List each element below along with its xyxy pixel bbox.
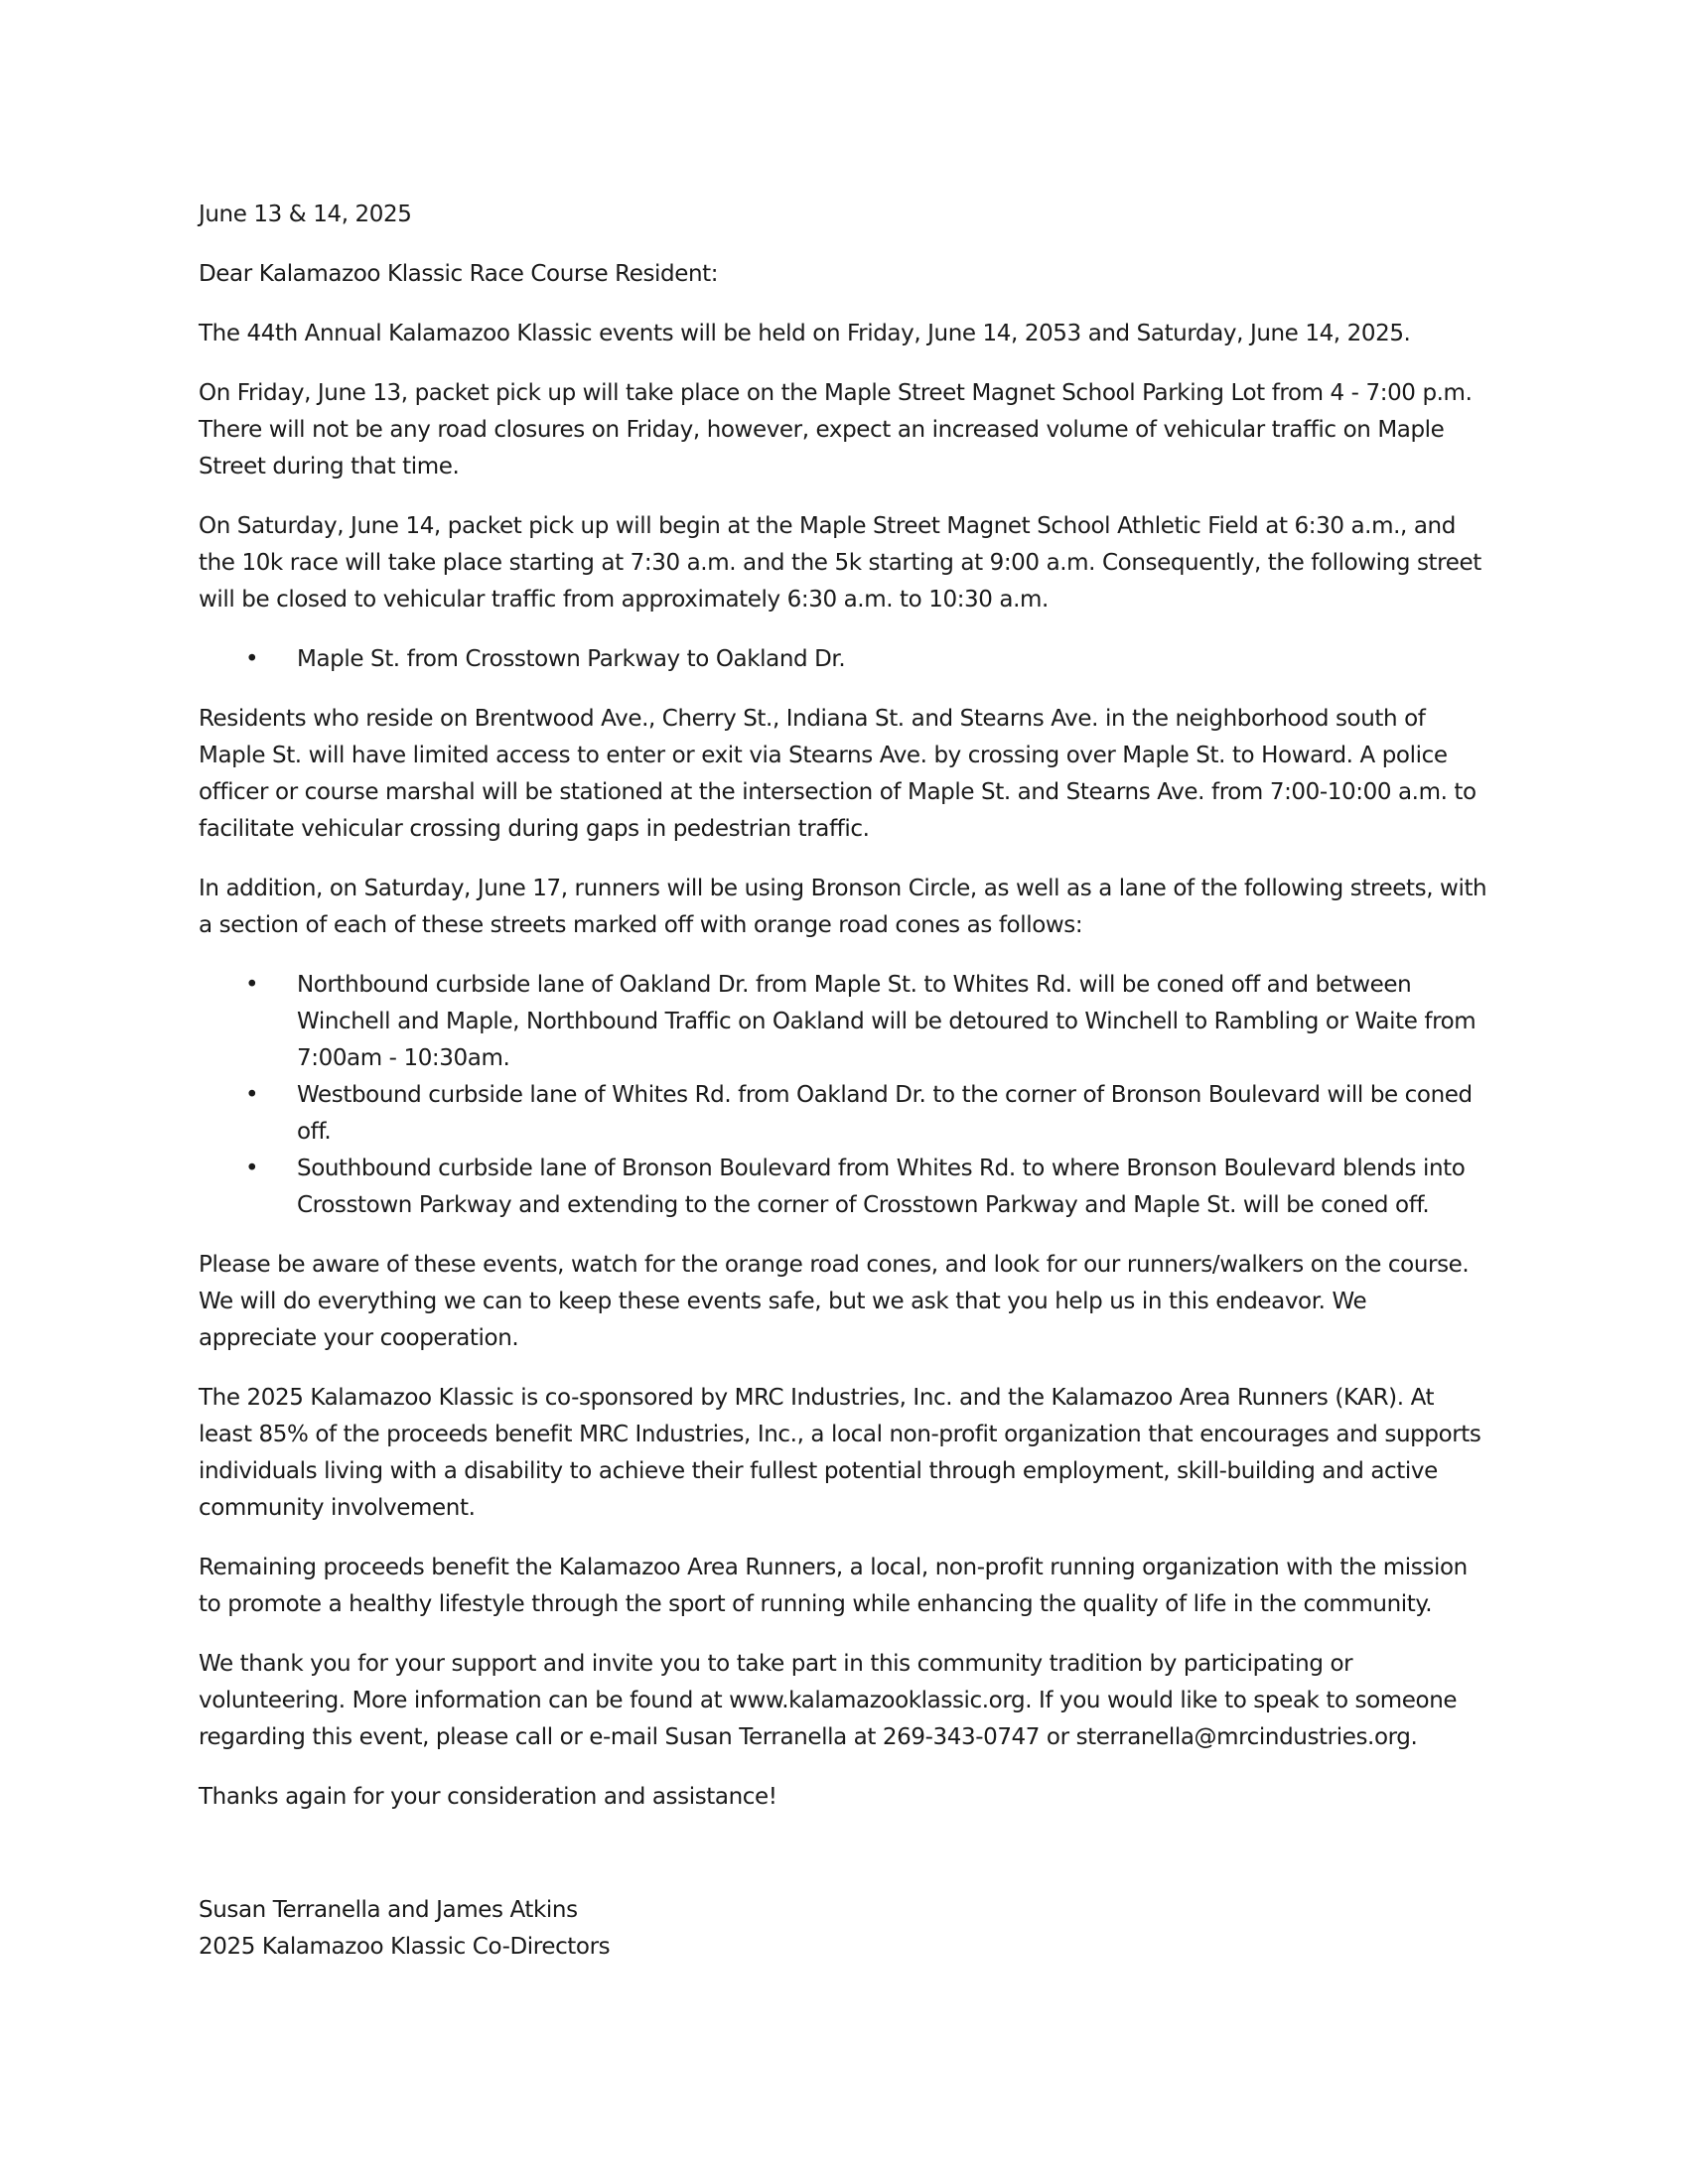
closure-text: Maple St. from Crosstown Parkway to Oakland Dr. [297, 646, 846, 672]
residents-paragraph: Residents who reside on Brentwood Ave., Cherry St., Indiana St. and Stearns Ave. in the neighborhood south of Maple St. will have limited access to enter or exit via Stearns Ave. by crossing over Maple St. to Howard. A police officer or course marshal will be stationed at the intersection of Maple St. and Stearns Ave. from 7:00-10:00 a.m. to facilitate vehicular crossing during gaps in pedestrian traffic. [199, 706, 1477, 842]
bullet-icon: • [245, 972, 259, 998]
saturday-paragraph: On Saturday, June 14, packet pick up will begin at the Maple Street Magnet School Athletic Field at 6:30 a.m., and the 10k race will take place starting at 7:30 a.m. and the 5k starting at 9:00 a.m. Consequently, the following street will be closed to vehicular traffic from approximately 6:30 a.m. to 10:30 a.m. [199, 513, 1481, 613]
list-item [245, 967, 1489, 1077]
list-item [245, 1151, 1489, 1224]
signature-block [199, 1892, 1489, 1966]
letter-date: June 13 & 14, 2025 [199, 202, 412, 227]
signature-title: 2025 Kalamazoo Klassic Co-Directors [199, 1934, 611, 1960]
bullet-icon: • [245, 646, 259, 672]
cone-lane-text: Southbound curbside lane of Bronson Boulevard from Whites Rd. to where Bronson Boulevard blends into Crosstown Parkway and extending to the corner of Crosstown Parkway and Maple St. will be coned off. [297, 1156, 1466, 1218]
addition-paragraph: In addition, on Saturday, June 17, runners will be using Bronson Circle, as well as a lane of the following streets, with a section of each of these streets marked off with orange road cones as follows: [199, 876, 1487, 938]
cone-lane-text: Westbound curbside lane of Whites Rd. from Oakland Dr. to the corner of Bronson Boulevard will be coned off. [297, 1082, 1473, 1145]
letter-salutation: Dear Kalamazoo Klassic Race Course Resident: [199, 261, 719, 287]
bullet-icon: • [245, 1082, 259, 1108]
friday-paragraph: On Friday, June 13, packet pick up will take place on the Maple Street Magnet School Parking Lot from 4 - 7:00 p.m. There will not be any road closures on Friday, however, expect an increased volume of vehicular traffic on Maple Street during that time. [199, 380, 1473, 479]
closing-line: Thanks again for your consideration and assistance! [199, 1784, 777, 1810]
letter-body [199, 197, 1489, 1966]
thanks-paragraph: We thank you for your support and invite you to take part in this community tradition by participating or volunteering. More information can be found at www.kalamazooklassic.org. If you would like to speak to someone regarding this event, please call or e-mail Susan Terranella at 269-343-0747 or sterranella@mrcindustries.org. [199, 1651, 1458, 1750]
signature-names: Susan Terranella and James Atkins [199, 1897, 578, 1923]
sponsor-paragraph: The 2025 Kalamazoo Klassic is co-sponsored by MRC Industries, Inc. and the Kalamazoo Area Runners (KAR). At least 85% of the proceeds benefit MRC Industries, Inc., a local non-profit organization that encourages and supports individuals living with a disability to achieve their fullest potential through employment, skill-building and active community involvement. [199, 1385, 1481, 1521]
aware-paragraph: Please be aware of these events, watch for the orange road cones, and look for our runners/walkers on the course. We will do everything we can to keep these events safe, but we ask that you help us in this endeavor. We appreciate your cooperation. [199, 1252, 1470, 1351]
remaining-proceeds-paragraph: Remaining proceeds benefit the Kalamazoo Area Runners, a local, non-profit running organization with the mission to promote a healthy lifestyle through the sport of running while enhancing the quality of life in the community. [199, 1555, 1468, 1617]
cone-lane-list [199, 967, 1489, 1224]
cone-lane-text: Northbound curbside lane of Oakland Dr. from Maple St. to Whites Rd. will be coned off and between Winchell and Maple, Northbound Traffic on Oakland will be detoured to Winchell to Rambling or Waite from 7:00am - 10:30am. [297, 972, 1477, 1071]
list-item [245, 641, 1489, 678]
list-item [245, 1077, 1489, 1151]
closure-list [199, 641, 1489, 678]
intro-paragraph: The 44th Annual Kalamazoo Klassic events will be held on Friday, June 14, 2053 and Saturday, June 14, 2025. [199, 321, 1411, 346]
bullet-icon: • [245, 1156, 259, 1181]
